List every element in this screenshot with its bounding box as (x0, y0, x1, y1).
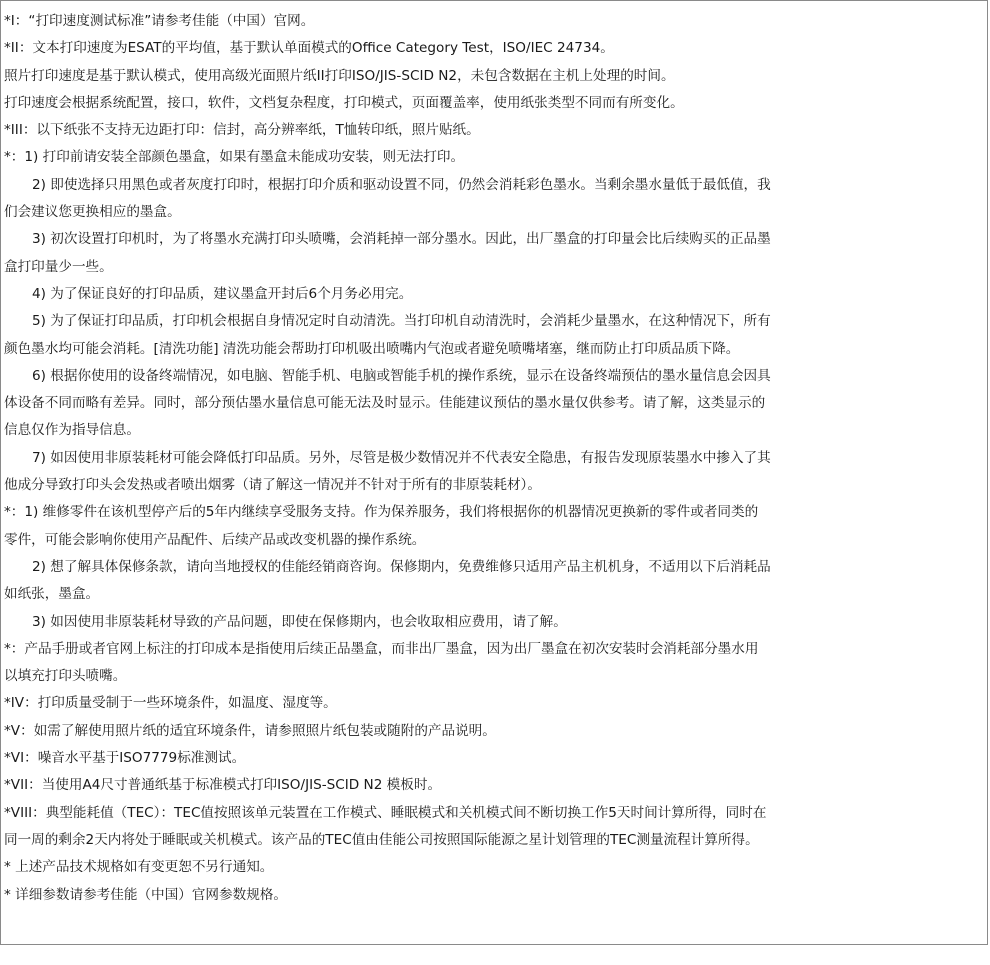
note-line: 3) 初次设置打印机时，为了将墨水充满打印头喷嘴，会消耗掉一部分墨水。因此，出厂墨盒的打印量会比后续购买的正品墨 (32, 231, 771, 248)
note-line: 信息仅作为指导信息。 (4, 422, 140, 439)
note-line: 零件，可能会影响你使用产品配件、后续产品或改变机器的操作系统。 (4, 531, 426, 548)
note-line: 4) 为了保证良好的打印品质，建议墨盒开封后6个月务必用完。 (32, 285, 413, 302)
note-line: 2) 想了解具体保修条款，请向当地授权的佳能经销商咨询。保修期内，免费维修只适用产品主机机身，不适用以下后消耗品 (32, 558, 771, 575)
note-line: *VI：噪音水平基于ISO7779标准测试。 (4, 750, 246, 767)
note-line: 6) 根据你使用的设备终端情况，如电脑、智能手机、电脑或智能手机的操作系统，显示在设备终端预估的墨水量信息会因具 (32, 367, 771, 384)
note-line: * 详细参数请参考佳能（中国）官网参数规格。 (4, 886, 287, 903)
note-line: 颜色墨水均可能会消耗。[清洗功能] 清洗功能会帮助打印机吸出喷嘴内气泡或者避免喷嘴堵塞，继而防止打印质品质下降。 (4, 340, 740, 357)
note-line: 体设备不同而略有差异。同时，部分预估墨水量信息可能无法及时显示。佳能建议预估的墨水量仅供参考。请了解，这类显示的 (4, 395, 766, 412)
note-line: *：1) 打印前请安装全部颜色墨盒，如果有墨盒未能成功安装，则无法打印。 (4, 149, 465, 166)
note-line: *I：“打印速度测试标准”请参考佳能（中国）官网。 (4, 13, 315, 29)
note-line: 同一周的剩余2天内将处于睡眠或关机模式。该产品的TEC值由佳能公司按照国际能源之星计划管理的TEC测量流程计算所得。 (4, 831, 759, 848)
note-line: 们会建议您更换相应的墨盒。 (4, 204, 181, 221)
note-line: 照片打印速度是基于默认模式，使用高级光面照片纸II打印ISO/JIS-SCID N2，未包含数据在主机上处理的时间。 (4, 67, 675, 84)
note-line: 盒打印量少一些。 (4, 258, 113, 275)
note-line: *IV：打印质量受制于一些环境条件，如温度、湿度等。 (4, 695, 337, 712)
note-line: *：产品手册或者官网上标注的打印成本是指使用后续正品墨盒，而非出厂墨盒，因为出厂墨盒在初次安装时会消耗部分墨水用 (4, 640, 759, 657)
note-line: *VIII：典型能耗值（TEC）：TEC值按照该单元装置在工作模式、睡眠模式和关机模式间不断切换工作5天时间计算所得，同时在 (4, 804, 767, 821)
note-line: *III：以下纸张不支持无边距打印：信封，高分辨率纸，T恤转印纸，照片贴纸。 (4, 122, 480, 139)
note-line: 打印速度会根据系统配置，接口，软件，文档复杂程度，打印模式，页面覆盖率，使用纸张类型不同而有所变化。 (4, 94, 684, 111)
note-line: *VII：当使用A4尺寸普通纸基于标准模式打印ISO/JIS-SCID N2 模板时。 (4, 777, 442, 794)
note-line: 以填充打印头喷嘴。 (4, 668, 127, 685)
note-line: *：1) 维修零件在该机型停产后的5年内继续享受服务支持。作为保养服务，我们将根据你的机器情况更换新的零件或者同类的 (4, 504, 759, 521)
note-line: 如纸张，墨盒。 (4, 586, 100, 603)
note-line: 3) 如因使用非原装耗材导致的产品问题，即使在保修期内，也会收取相应费用，请了解。 (32, 613, 567, 630)
note-line: 7) 如因使用非原装耗材可能会降低打印品质。另外，尽管是极少数情况并不代表安全隐患，有报告发现原装墨水中掺入了其 (32, 449, 771, 466)
note-line: 5) 为了保证打印品质，打印机会根据自身情况定时自动清洗。当打印机自动清洗时，会消耗少量墨水，在这种情况下，所有 (32, 313, 771, 330)
note-line: * 上述产品技术规格如有变更恕不另行通知。 (4, 859, 274, 876)
note-line: 2) 即使选择只用黑色或者灰度打印时，根据打印介质和驱动设置不同，仍然会消耗彩色墨水。当剩余墨水量低于最低值，我 (32, 176, 771, 193)
note-line: *V：如需了解使用照片纸的适宜环境条件，请参照照片纸包装或随附的产品说明。 (4, 722, 496, 739)
notes-list (4, 8, 986, 909)
note-line: 他成分导致打印头会发热或者喷出烟雾（请了解这一情况并不针对于所有的非原装耗材）。 (4, 477, 541, 494)
note-line: *II：文本打印速度为ESAT的平均值，基于默认单面模式的Office Category Test，ISO/IEC 24734。 (4, 40, 614, 57)
